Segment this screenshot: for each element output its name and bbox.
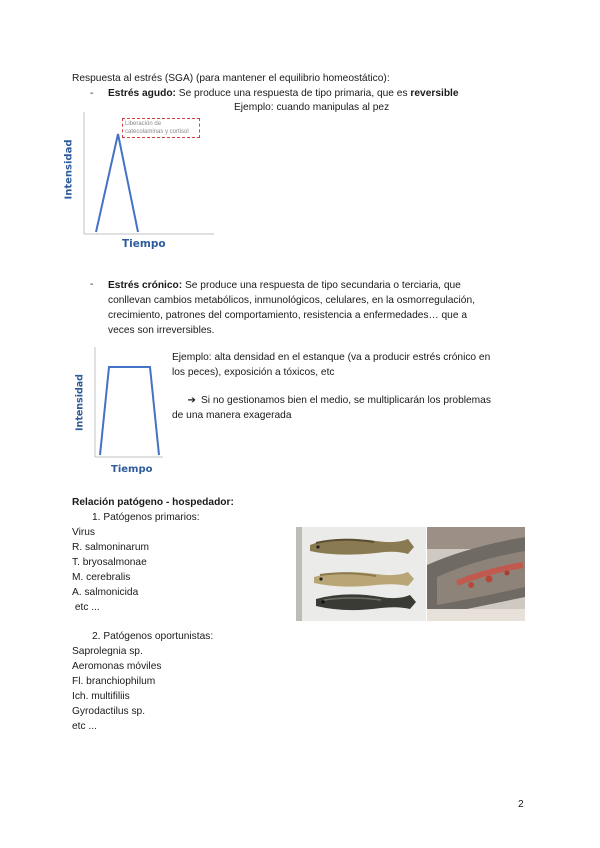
chronic-note-line: de una manera exagerada [172,410,292,421]
arrow-right-icon: ➔ [187,395,196,406]
chronic-note-line [172,393,491,408]
chronic-bullet: - [90,279,94,290]
opportunist-item: Saprolegnia sp. [72,646,143,657]
opportunist-heading: 2. Patógenos oportunistas: [92,631,214,642]
chronic-paragraph [108,278,475,338]
chronic-line: crecimiento, patrones del comportamiento, resistencia a enfermedades… que a [108,310,468,321]
chronic-chart-svg [75,345,170,480]
chronic-term: Estrés crónico: [108,280,183,291]
primary-item: Virus [72,527,96,538]
acute-chart-xlabel: Tiempo [122,238,166,250]
acute-chart-ylabel: Intensidad [63,139,75,200]
section-intro: Respuesta al estrés (SGA) (para mantener el equilibrio homeostático): [72,73,390,84]
relation-title [72,496,234,510]
acute-example: Ejemplo: cuando manipulas al pez [234,102,390,113]
chronic-example [172,350,490,380]
chronic-chart-xlabel: Tiempo [111,464,153,475]
acute-term: Estrés agudo: [108,88,176,99]
fish-photo-right-svg [427,527,525,621]
page-number: 2 [518,799,524,810]
acute-chart-peak-line [96,134,138,232]
fish-photo-left-svg [296,527,426,621]
chronic-note [172,393,491,423]
fish-photo-left [296,527,426,621]
chronic-chart-ylabel: Intensidad [74,374,86,431]
acute-chart [62,110,222,258]
acute-chart-note-line: catecolaminas y cortisol [125,129,189,135]
chronic-line: veces son irreversibles. [108,325,215,336]
opportunist-item: etc ... [72,721,97,732]
relation-title-text: Relación patógeno - hospedador: [72,497,234,508]
chronic-line: conllevan cambios metabólicos, inmunológicos, celulares, en la osmorregulación, [108,295,475,306]
primary-item: A. salmonicida [72,587,139,598]
chronic-chart [75,345,170,480]
primary-item: T. bryosalmonae [72,557,147,568]
chronic-text: Se produce una respuesta de tipo secundaria o terciaria, que [182,280,461,291]
acute-chart-note [122,118,200,138]
acute-line [108,87,459,101]
chronic-example-line: Ejemplo: alta densidad en el estanque (va a producir estrés crónico en [172,352,491,363]
chronic-example-line: los peces), exposición a tóxicos, etc [172,367,335,378]
primary-item: etc ... [72,602,100,613]
chronic-line [108,278,475,293]
primary-heading: 1. Patógenos primarios: [92,512,200,523]
primary-item: R. salmoninarum [72,542,149,553]
acute-emph: reversible [410,88,459,99]
fish-photo-right [427,527,525,621]
acute-text: Se produce una respuesta de tipo primaria, que es [175,88,411,99]
opportunist-item: Gyrodactilus sp. [72,706,146,717]
primary-item: M. cerebralis [72,572,131,583]
chronic-chart-plateau-line [100,367,159,455]
chronic-note-text: Si no gestionamos bien el medio, se multiplicarán los problemas [201,395,491,406]
acute-chart-note-line: Liberación de [125,121,162,127]
opportunist-item: Ich. multifiliis [72,691,130,702]
acute-bullet: - [90,88,94,99]
opportunist-item: Aeromonas móviles [72,661,162,672]
opportunist-item: Fl. branchiophilum [72,676,156,687]
